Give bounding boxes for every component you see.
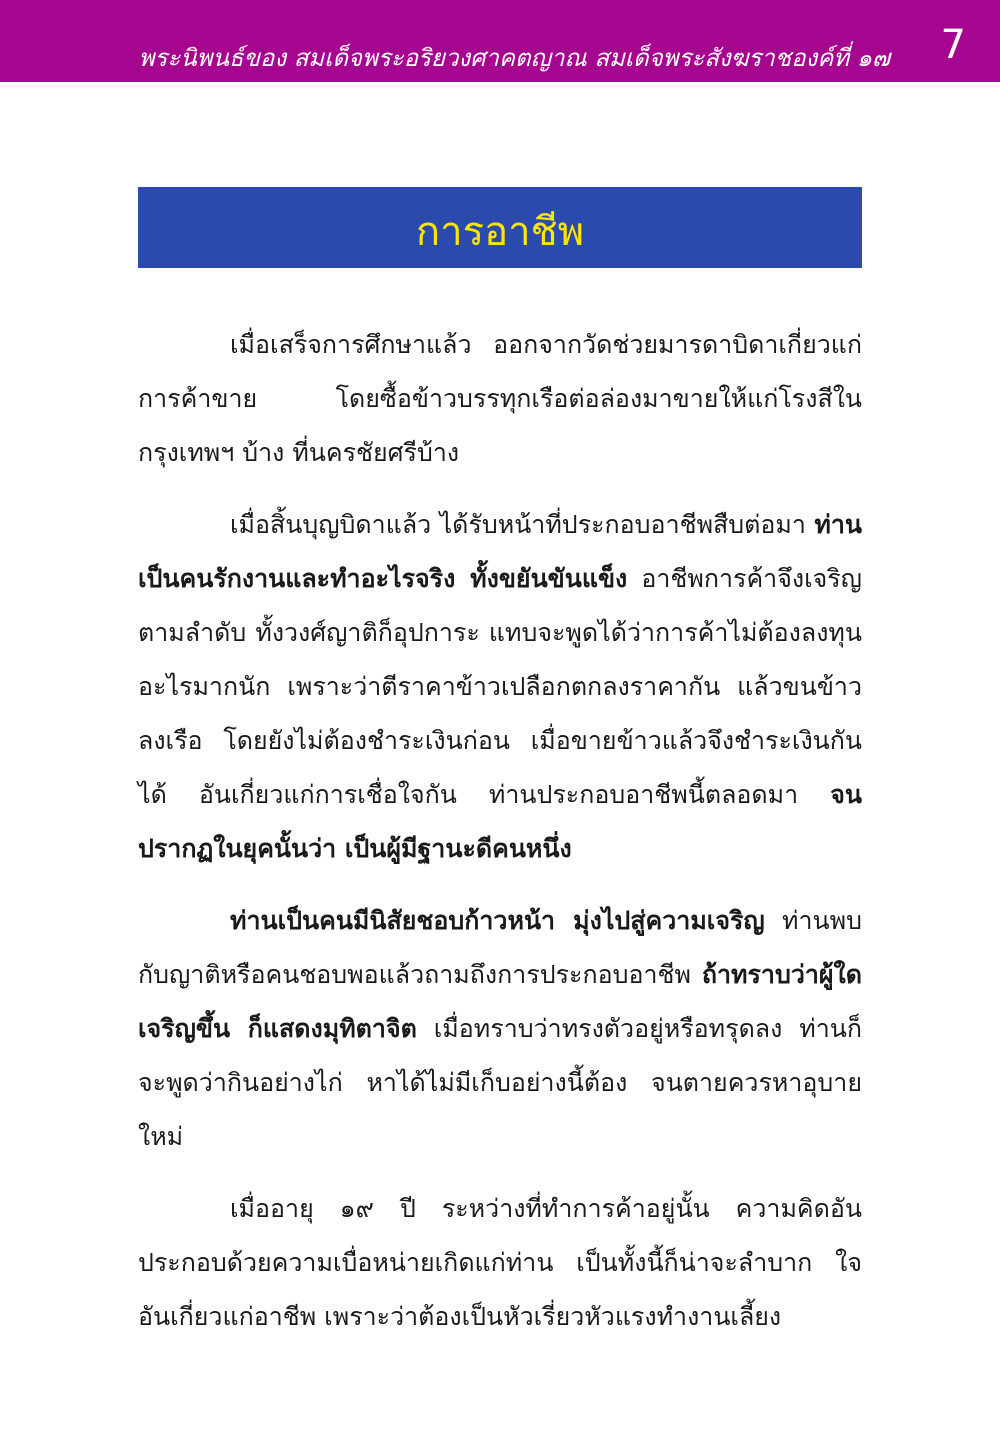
paragraph-4	[138, 1182, 862, 1344]
paragraph-3-bold-1: ท่านเป็นคนมีนิสัยชอบก้าวหน้า มุ่งไปสู่ความเจริญ	[230, 906, 765, 935]
page-number: 7	[940, 22, 966, 68]
paragraph-1	[138, 318, 862, 480]
paragraph-2	[138, 498, 862, 876]
paragraph-3-text-1: ท่านพบกับญาติหรือคนชอบพอแล้วถามถึงการประกอบอาชีพ	[138, 906, 862, 989]
paragraph-4-text: เมื่ออายุ ๑๙ ปี ระหว่างที่ทำการค้าอยู่นั้น ความคิดอันประกอบด้วยความเบื่อหน่ายเกิดแก่ท่าน เป็นทั้งนี้ก็น่าจะลำบาก ใจอันเกี่ยวแก่อาชีพ เพราะว่าต้องเป็นหัวเรี่ยวหัวแรงทำงานเลี้ยง	[138, 1194, 862, 1331]
body-text	[138, 318, 862, 1362]
section-heading-box	[138, 187, 862, 268]
section-title: การอาชีพ	[415, 209, 585, 255]
paragraph-3-bold-2: ถ้าทราบว่าผู้ใดเจริญขึ้น ก็แสดงมุทิตาจิต	[138, 960, 862, 1043]
paragraph-1-text: เมื่อเสร็จการศึกษาแล้ว ออกจากวัดช่วยมารดาบิดาเกี่ยวแก่การค้าขาย โดยซื้อข้าวบรรทุกเรือต่อล่องมาขายให้แก่โรงสีในกรุงเทพฯ บ้าง ที่นครชัยศรีบ้าง	[138, 330, 862, 467]
paragraph-2-bold-2: จนปรากฏในยุคนั้นว่า เป็นผู้มีฐานะดีคนหนึ่ง	[138, 780, 862, 863]
header-bar	[0, 0, 1000, 82]
paragraph-3	[138, 894, 862, 1164]
paragraph-2-bold-1: ท่านเป็นคนรักงานและทำอะไรจริง ทั้งขยันขันแข็ง	[138, 510, 862, 593]
paragraph-2-text-2: อาชีพการค้าจึงเจริญตามลำดับ ทั้งวงศ์ญาติก็อุปการะ แทบจะพูดได้ว่าการค้าไม่ต้องลงทุนอะไรมากนัก เพราะว่าตีราคาข้าวเปลือกตกลงราคากัน แล้วขนข้าวลงเรือ โดยยังไม่ต้องชำระเงินก่อน เมื่อขายข้าวแล้วจึงชำระเงินกันได้ อันเกี่ยวแก่การเชื่อใจกัน ท่านประกอบอาชีพนี้ตลอดมา	[138, 564, 862, 809]
header-title: พระนิพนธ์ของ สมเด็จพระอริยวงศาคตญาณ สมเด็จพระสังฆราชองค์ที่ ๑๗	[138, 44, 890, 72]
paragraph-2-text-1: เมื่อสิ้นบุญบิดาแล้ว ได้รับหน้าที่ประกอบอาชีพสืบต่อมา	[230, 510, 815, 539]
paragraph-3-text-2: เมื่อทราบว่าทรงตัวอยู่หรือทรุดลง ท่านก็จะพูดว่ากินอย่างไก่ หาได้ไม่มีเก็บอย่างนี้ต้อง จนตายควรหาอุบายใหม่	[138, 1014, 862, 1151]
